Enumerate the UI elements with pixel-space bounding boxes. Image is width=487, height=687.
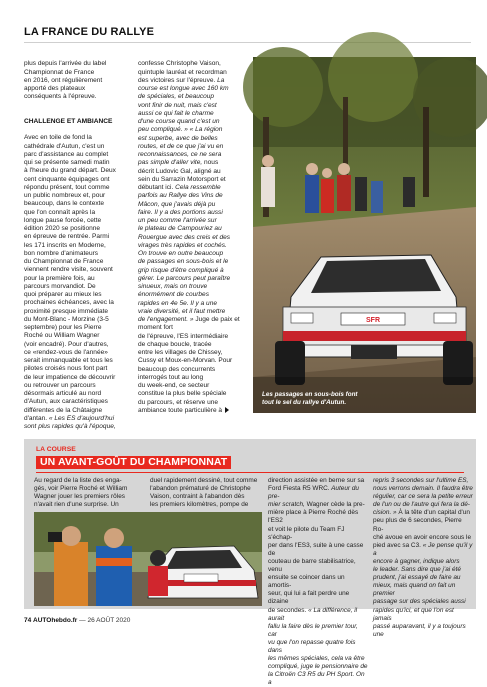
box-column-1: Au regard de la liste des enga- gés, voir Pierre Roché et William Wagner jouer les premiers rôles n'avait rien d'une surprise. Un [34, 477, 128, 509]
box-column-4 [373, 477, 473, 638]
box-column-3-d: « La différence, il aurait fallu la faire dès le premier tour, car vu que l'on repasse quatre fois dans les mêmes spéciales, cela va être compliqué, juge le pensionnaire de la Citroën C3 R5 du PH Sport. On a [268, 606, 368, 687]
box-column-4-b: À la tête d'un capital d'un peu plus de 6 secondes, Pierre Ro- ché avoue en avoir encore sous le pied avec sa C3. [373, 509, 472, 549]
column-2-attribution-2: nous décrit Ludovic Gal, aligné au sein du Sarrazin Motorsport et débutant ici. [138, 159, 226, 191]
footer-date: 26 AOÛT 2020 [87, 617, 131, 624]
photo-caption: Les passages en sous-bois font tout le sel du rallye d'Autun. [262, 391, 358, 406]
rally-car-photo [253, 57, 476, 413]
footer-separator: — [79, 617, 86, 624]
team-photo-illustration [34, 512, 262, 606]
car-plate: SFR [366, 317, 380, 324]
box-title: UN AVANT-GOÛT DU CHAMPIONNAT [36, 456, 231, 469]
column-2-quote-2: Cela ressemble parfois au Rallye des Vins de Mâcon, que j'avais déjà pu faire. Il y a des portions aussi un peu comme l'arrivée sur le plateau de Campouriez au Rouergue avec des creis et des virages très rapides et cochés. On trouve en outre beaucoup de passages en sous-bois et le grip risque d'être compliqué à gérer. Le parcours peut paraître sinueux, mais on trouve énormément de courbes rapides en 4e 5e. Il y a une vraie diversité, et il faut mettre de l'engagement. » [138, 184, 231, 323]
box-column-3-c: Wagner cède la pre- mière place à Pierre Roché dès l'ES2 et voit le pilote du Team FJ s'échap- per dans l'ES3, suite à une casse de couteau de barre stabilisatrice, venu ensuite se coincer dans un amortis- seur, qui lui a fait perdre une dizaine de secondes. [268, 501, 365, 614]
article-column-2 [138, 52, 246, 414]
column-1-body [24, 134, 132, 431]
box-column-3-b: Auteur du pre- mier scratch, [268, 485, 359, 509]
page-footer [24, 617, 130, 624]
continue-arrow-icon [225, 407, 229, 413]
box-label: LA COURSE [36, 446, 76, 453]
box-column-3-a: direction assistée en berne sur sa Ford Fiesta R5 WRC. [268, 477, 365, 493]
column-2-attribution: confesse Christophe Vaison, quintuple lauréat et recordman des victoires sur l'épreuve. [138, 60, 227, 84]
box-column-4-c: « Je pense qu'il y a encore à gagner, indique alors le leader. Sans dire que j'ai été prudent, j'ai essayé de faire au mieux, mais quand on fait un premier passage sur des spéciales aussi rapides qu'ici, et que l'on est jamais passé auparavant, il y a toujours une [373, 541, 473, 638]
column-1-quote: « Les ES d'aujourd'hui sont plus rapides qu'à l'époque, [24, 414, 116, 430]
column-2-text [138, 60, 246, 415]
box-column-4-a: repris 3 secondes sur l'ultime ES, nous verrons demain. Il faudra être régulier, car ce sera la petite erreur de l'un ou de l'autre qui fera la dé- cision. » [373, 477, 473, 517]
header-divider [24, 42, 471, 43]
article-column-1 [24, 52, 132, 430]
rally-car-illustration [253, 57, 476, 413]
subhead-challenge: CHALLENGE ET AMBIANCE [24, 117, 113, 125]
box-column-3 [268, 477, 368, 687]
footer-brand: AUTOhebdo.fr [33, 617, 78, 624]
section-header: LA FRANCE DU RALLYE [24, 26, 155, 38]
team-photo [34, 512, 262, 606]
column-1-body-text: Avec en toile de fond la cathédrale d'Autun, c'est un parc d'assistance au complet qui se présente samedi matin à l'heure du grand départ. Deux cent cinquante équipages ont répondu présent, tout comme un public nombreux et, pour beaucoup, dans le contexte que l'on connaît après la longue pause forcée, cette édition 2020 se positionne en épreuve de rentrée. Parmi les 171 inscrits en Moderne, bon nombre d'animateurs du Championnat de France viennent rendre visite, souvent pour la première fois, au parcours morvandiot. De quoi préparer au mieux les prochaines échéances, avec la proximité presque immédiate du Mont-Blanc - Morzine (3-5 septembre) pour les Pierre Roché ou William Wagner (voir encadré). Pour d'autres, ce «rendez-vous de l'année» serait immanquable et tous les pilotes croisés nous font part de leur impatience de découvrir ou retrouver un parcours désormais articulé au nord d'Autun, aux caractéristiques différentes de la Châtaigne d'antan. [24, 134, 116, 422]
page-number: 74 [24, 617, 32, 624]
column-2-body: Juge de paix et moment fort de l'épreuve, l'ES intermédiaire de chaque boucle, tracée entre les villages de Chissey, Cussy et Moux-en-Morvan. Pour beaucoup des concurrents interrogés tout au long du week-end, ce secteur constitue la plus belle spéciale du parcours, et réserve une ambiance toute particulière à [138, 316, 240, 414]
box-divider [36, 472, 464, 473]
column-2-quote-1: La course est longue avec 160 km de spéciales, et beaucoup vont finir de nuit, mais c'est aussi ce qui fait le charme d'une course quand c'est un peu compliqué. » « La région est superbe, avec de belles routes, et de ce que j'ai vu en reconnaissances, ce ne sera pas simple d'aller vite, [138, 76, 229, 167]
box-column-2: duel rapidement dessiné, tout comme l'abandon prématuré de Christophe Vaison, contraint à l'abandon dès les premiers kilomètres, pompe de [150, 477, 258, 509]
column-1-intro: plus depuis l'arrivée du label Championnat de France en 2016, ont régulièrement apporté des plateaux conséquents à l'épreuve. [24, 60, 107, 101]
